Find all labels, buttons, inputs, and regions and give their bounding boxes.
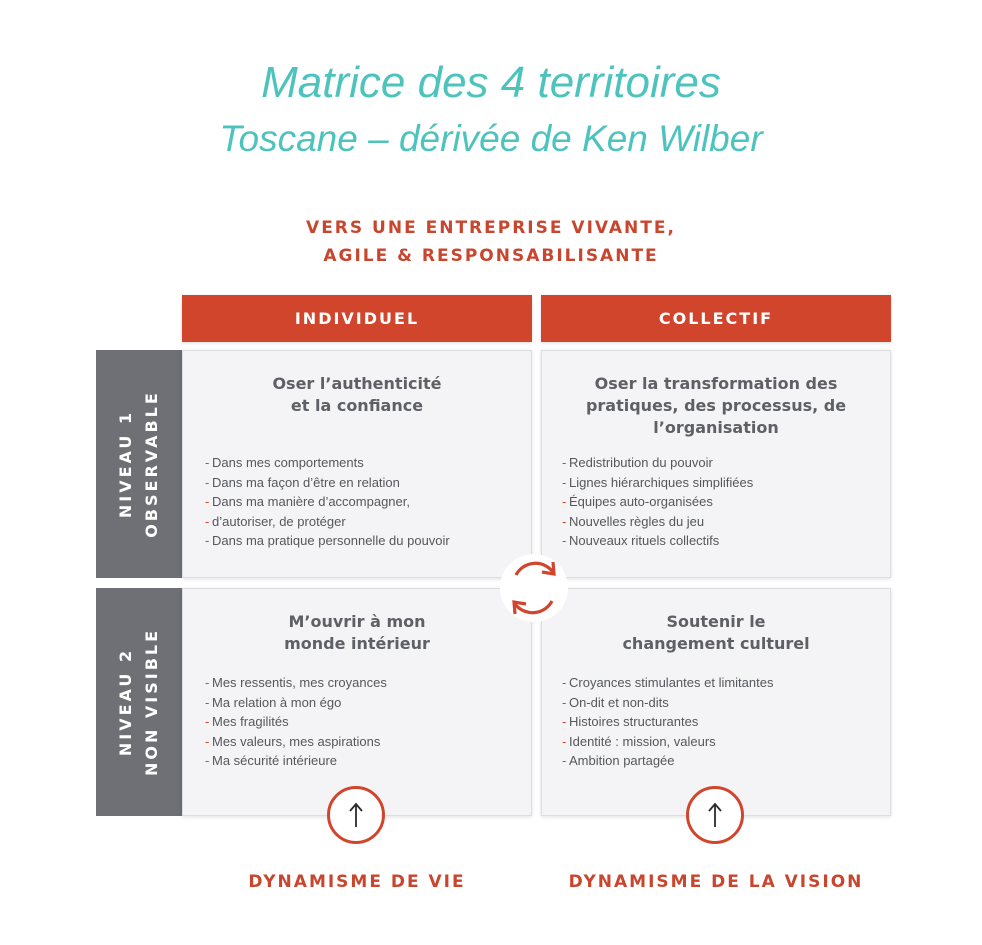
- quadrant-heading-line: M’ouvrir à mon: [288, 612, 426, 631]
- list-item: - Identité : mission, valeurs: [562, 732, 882, 752]
- quadrant-list: [562, 673, 882, 771]
- page-subtitle: Toscane – dérivée de Ken Wilber: [219, 118, 763, 159]
- arrow-up-icon: [327, 786, 385, 844]
- cycle-arrows-icon: [496, 550, 572, 626]
- row-header-niveau-1: [96, 350, 182, 578]
- quadrant-heading-line: monde intérieur: [284, 634, 430, 653]
- list-item: - Dans ma pratique personnelle du pouvoir: [205, 531, 523, 551]
- quadrant-heading-line: Oser la transformation des: [594, 374, 838, 393]
- list-item: - Équipes auto-organisées: [562, 492, 882, 512]
- list-item: - Redistribution du pouvoir: [562, 453, 882, 473]
- quadrant-heading-line: et la confiance: [290, 396, 424, 415]
- list-item: - Mes valeurs, mes aspirations: [205, 732, 523, 752]
- row-header-level-label: NIVEAU 2: [116, 647, 135, 757]
- quadrant-individuel-observable: [182, 350, 532, 578]
- tagline-line-1: VERS UNE ENTREPRISE VIVANTE,: [306, 218, 676, 238]
- quadrant-heading: [552, 373, 880, 439]
- quadrant-list: [562, 453, 882, 551]
- quadrant-heading: [193, 611, 521, 655]
- list-item: - Ma sécurité intérieure: [205, 751, 523, 771]
- footer-label-vision: DYNAMISME DE LA VISION: [568, 872, 864, 892]
- list-item: - Ma relation à mon égo: [205, 693, 523, 713]
- row-header-level-label: NIVEAU 1: [116, 409, 135, 519]
- footer-label-vie: DYNAMISME DE VIE: [248, 872, 466, 892]
- quadrant-heading-line: changement culturel: [622, 634, 810, 653]
- column-header-individuel: INDIVIDUEL: [182, 295, 532, 342]
- arrow-up-icon: [686, 786, 744, 844]
- list-item: - Dans ma façon d’être en relation: [205, 473, 523, 493]
- quadrant-heading: [552, 611, 880, 655]
- list-item: - Croyances stimulantes et limitantes: [562, 673, 882, 693]
- list-item: - d’autoriser, de protéger: [205, 512, 523, 532]
- quadrant-heading-line: Oser l’authenticité: [272, 374, 442, 393]
- list-item: - Mes fragilités: [205, 712, 523, 732]
- quadrant-individuel-non-visible: [182, 588, 532, 816]
- list-item: - On-dit et non-dits: [562, 693, 882, 713]
- list-item: - Dans ma manière d’accompagner,: [205, 492, 523, 512]
- quadrant-heading-line: l’organisation: [653, 418, 779, 437]
- row-header-level-desc: NON VISIBLE: [142, 627, 161, 777]
- list-item: - Ambition partagée: [562, 751, 882, 771]
- row-header-level-desc: OBSERVABLE: [142, 390, 161, 538]
- quadrant-list: [205, 673, 523, 771]
- quadrant-heading-line: Soutenir le: [666, 612, 766, 631]
- quadrant-list: [205, 453, 523, 551]
- quadrant-heading-line: pratiques, des processus, de: [585, 396, 847, 415]
- page-title: Matrice des 4 territoires: [261, 58, 721, 107]
- row-header-niveau-2: [96, 588, 182, 816]
- list-item: - Histoires structurantes: [562, 712, 882, 732]
- list-item: - Lignes hiérarchiques simplifiées: [562, 473, 882, 493]
- quadrant-heading: [193, 373, 521, 417]
- list-item: - Nouvelles règles du jeu: [562, 512, 882, 532]
- list-item: - Dans mes comportements: [205, 453, 523, 473]
- column-header-collectif: COLLECTIF: [541, 295, 891, 342]
- quadrant-collectif-observable: [541, 350, 891, 578]
- quadrant-collectif-non-visible: [541, 588, 891, 816]
- list-item: - Mes ressentis, mes croyances: [205, 673, 523, 693]
- tagline-line-2: AGILE & RESPONSABILISANTE: [323, 246, 659, 266]
- list-item: - Nouveaux rituels collectifs: [562, 531, 882, 551]
